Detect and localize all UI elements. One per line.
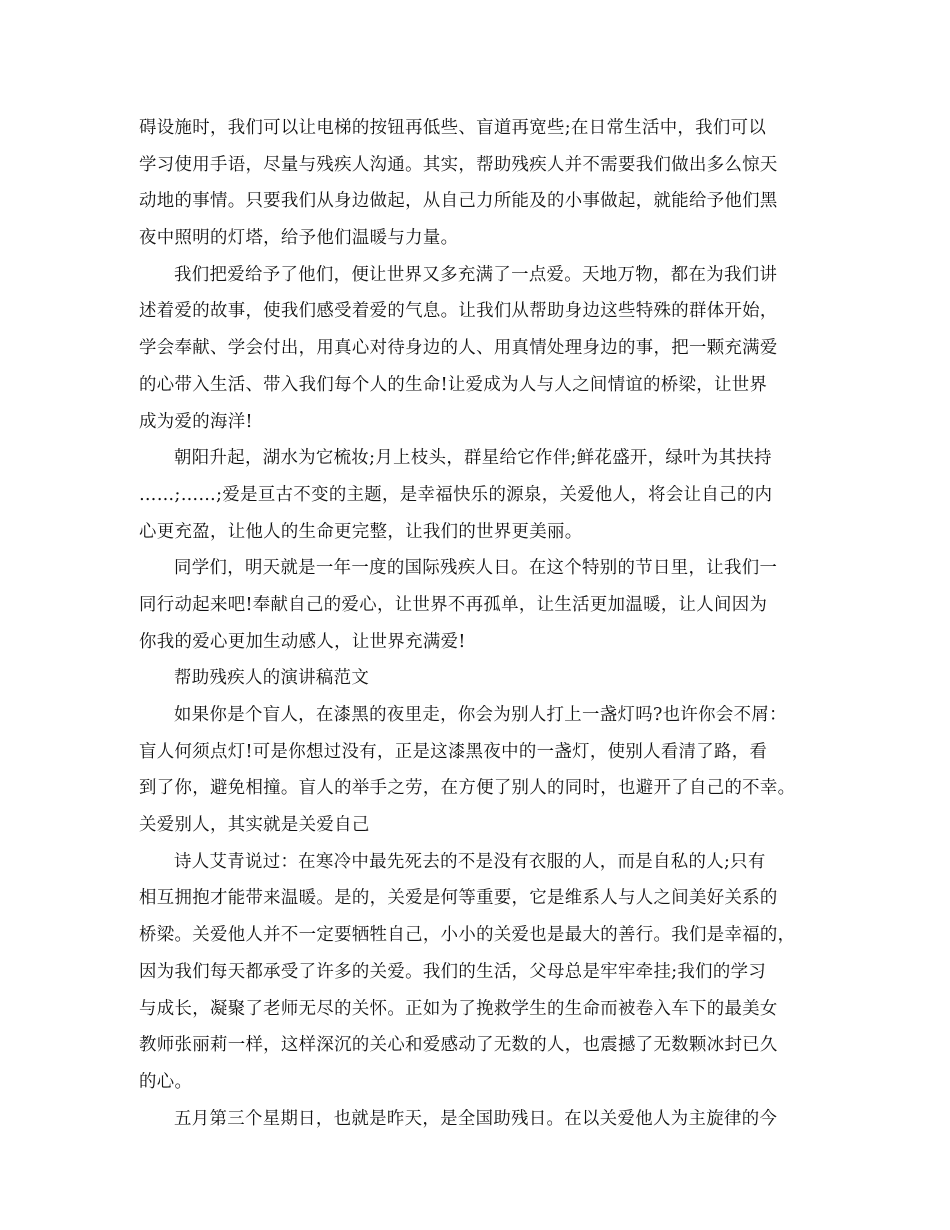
text-line: 述着爱的故事，使我们感受着爱的气息。让我们从帮助身边这些特殊的群体开始， [139, 301, 778, 322]
paragraph-first-line: 我们把爱给予了他们，便让世界又多充满了一点爱。天地万物，都在为我们讲 [174, 264, 778, 285]
paragraph-first-line: 五月第三个星期日，也就是昨天，是全国助残日。在以关爱他人为主旋律的今 [174, 1108, 778, 1129]
text-line: 学会奉献、学会付出，用真心对待身边的人、用真情处理身边的事，把一颗充满爱 [139, 338, 778, 359]
text-line: 你我的爱心更加生动感人，让世界充满爱! [139, 631, 466, 652]
text-line: 相互拥抱才能带来温暖。是的，关爱是何等重要，它是维系人与人之间美好关系的 [139, 888, 778, 909]
text-line: 碍设施时，我们可以让电梯的按钮再低些、盲道再宽些;在日常生活中，我们可以 [139, 118, 767, 138]
paragraph-first-line: 同学们，明天就是一年一度的国际残疾人日。在这个特别的节日里，让我们一 [174, 558, 778, 579]
paragraph-first-line: 诗人艾青说过：在寒冷中最先死去的不是没有衣服的人，而是自私的人;只有 [174, 851, 766, 872]
text-line: 教师张丽莉一样，这样深沉的关心和爱感动了无数的人，也震撼了无数颗冰封已久 [139, 1035, 778, 1056]
document-page [139, 110, 815, 1137]
text-line: 到了你，避免相撞。盲人的举手之劳，在方便了别人的同时，也避开了自己的不幸。 [139, 778, 796, 799]
text-line: 动地的事情。只要我们从身边做起，从自己力所能及的小事做起，就能给予他们黑 [139, 191, 778, 212]
text-line: 关爱别人，其实就是关爱自己 [139, 815, 370, 836]
text-line: 成为爱的海洋! [139, 411, 253, 432]
text-line: 夜中照明的灯塔，给予他们温暖与力量。 [139, 228, 459, 249]
text-line: 心更充盈，让他人的生命更完整，让我们的世界更美丽。 [139, 521, 583, 542]
section-heading: 帮助残疾人的演讲稿范文 [174, 668, 370, 689]
paragraph-first-line: 如果你是个盲人，在漆黑的夜里走，你会为别人打上一盏灯吗?也许你会不屑： [174, 705, 787, 725]
text-line: 桥梁。关爱他人并不一定要牺牲自己，小小的关爱也是最大的善行。我们是幸福的， [139, 925, 796, 946]
text-line: ……;……;爱是亘古不变的主题，是幸福快乐的源泉，关爱他人，将会让自己的内 [139, 484, 773, 505]
text-line: 因为我们每天都承受了许多的关爱。我们的生活，父母总是牢牢牵挂;我们的学习 [139, 961, 767, 982]
paragraph-first-line: 朝阳升起，湖水为它梳妆;月上枝头，群星给它作伴;鲜花盛开，绿叶为其扶持 [174, 448, 772, 469]
text-line: 与成长，凝聚了老师无尽的关怀。正如为了挽救学生的生命而被卷入车下的最美女 [139, 998, 778, 1019]
text-line: 盲人何须点灯!可是你想过没有，正是这漆黑夜中的一盏灯，使别人看清了路，看 [139, 741, 768, 762]
text-line: 学习使用手语，尽量与残疾人沟通。其实，帮助残疾人并不需要我们做出多么惊天 [139, 154, 778, 175]
text-line: 同行动起来吧!奉献自己的爱心，让世界不再孤单，让生活更加温暖，让人间因为 [139, 594, 768, 615]
text-line: 的心。 [139, 1071, 193, 1092]
text-line: 的心带入生活、带入我们每个人的生命!让爱成为人与人之间情谊的桥梁，让世界 [139, 374, 768, 395]
